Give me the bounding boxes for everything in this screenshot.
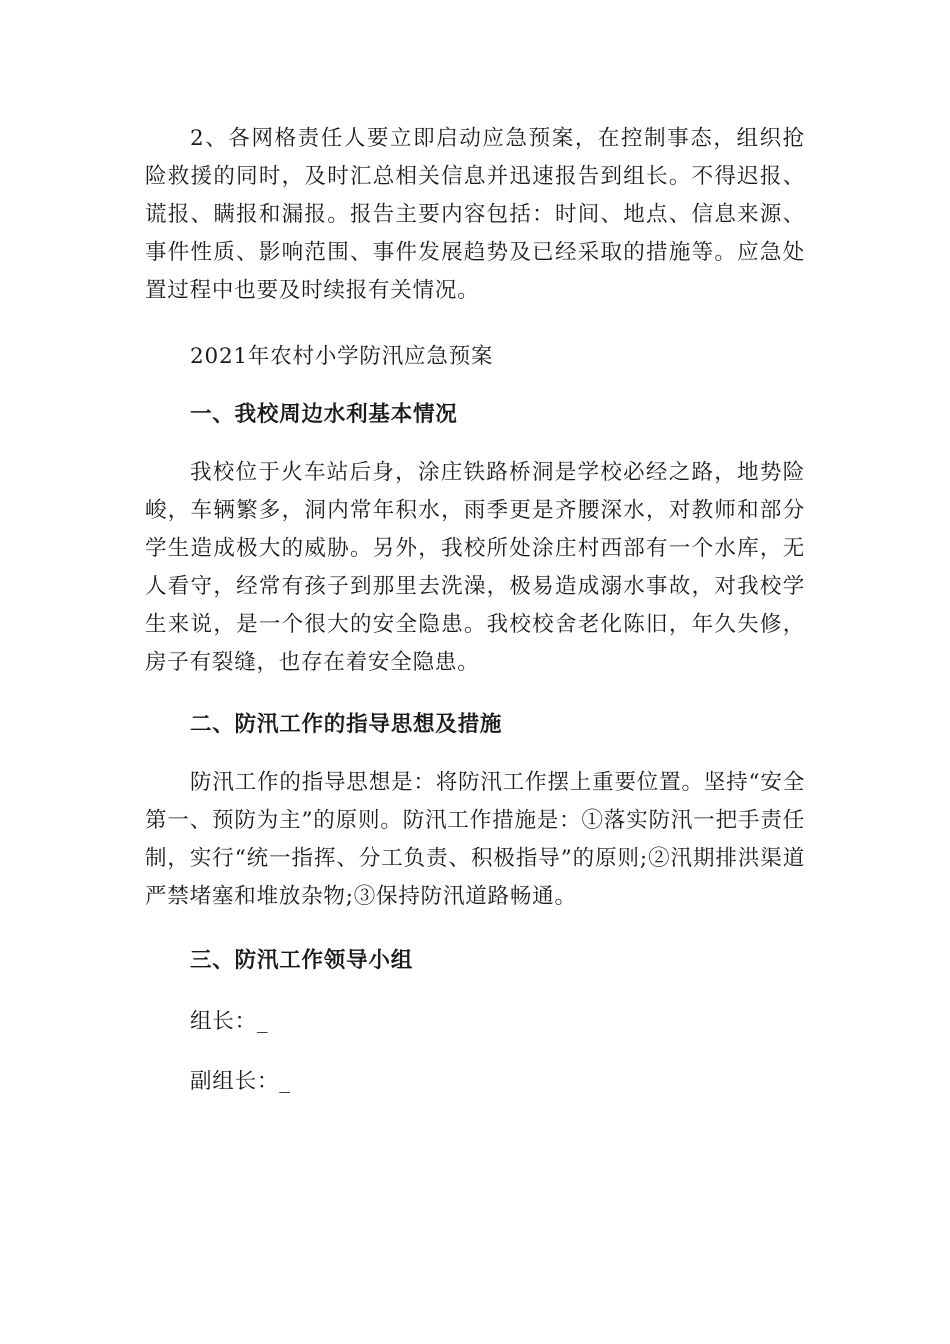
paragraph-water-conditions: 我校位于火车站后身，涂庄铁路桥洞是学校必经之路，地势险峻，车辆繁多，洞内常年积水，雨季更是齐腰深水，对教师和部分学生造成极大的威胁。另外，我校所处涂庄村西部有一个水库，无人看守，经常有孩子到那里去洗澡，极易造成溺水事故，对我校学生来说，是一个很大的安全隐患。我校校舍老化陈旧，年久失修，房子有裂缝，也存在着安全隐患。	[145, 460, 805, 675]
deputy-leader-line: 副组长：_	[190, 1069, 291, 1094]
section-heading-leadership-group: 三、防汛工作领导小组	[190, 948, 414, 973]
section-heading-water-conditions: 一、我校周边水利基本情况	[190, 402, 458, 427]
document-title: 2021年农村小学防汛应急预案	[190, 344, 494, 369]
section-heading-guiding-principles: 二、防汛工作的指导思想及措施	[190, 712, 503, 737]
paragraph-reporting: 2、各网格责任人要立即启动应急预案，在控制事态，组织抢险救援的同时，及时汇总相关信息并迅速报告到组长。不得迟报、谎报、瞒报和漏报。报告主要内容包括：时间、地点、信息来源、事件性质、影响范围、事件发展趋势及已经采取的措施等。应急处置过程中也要及时续报有关情况。	[145, 126, 805, 303]
paragraph-guiding-principles: 防汛工作的指导思想是：将防汛工作摆上重要位置。坚持“安全第一、预防为主”的原则。防汛工作措施是：①落实防汛一把手责任制，实行“统一指挥、分工负责、积极指导”的原则;②汛期排洪渠道严禁堵塞和堆放杂物;③保持防汛道路畅通。	[145, 770, 805, 909]
leader-line: 组长：_	[190, 1009, 269, 1034]
